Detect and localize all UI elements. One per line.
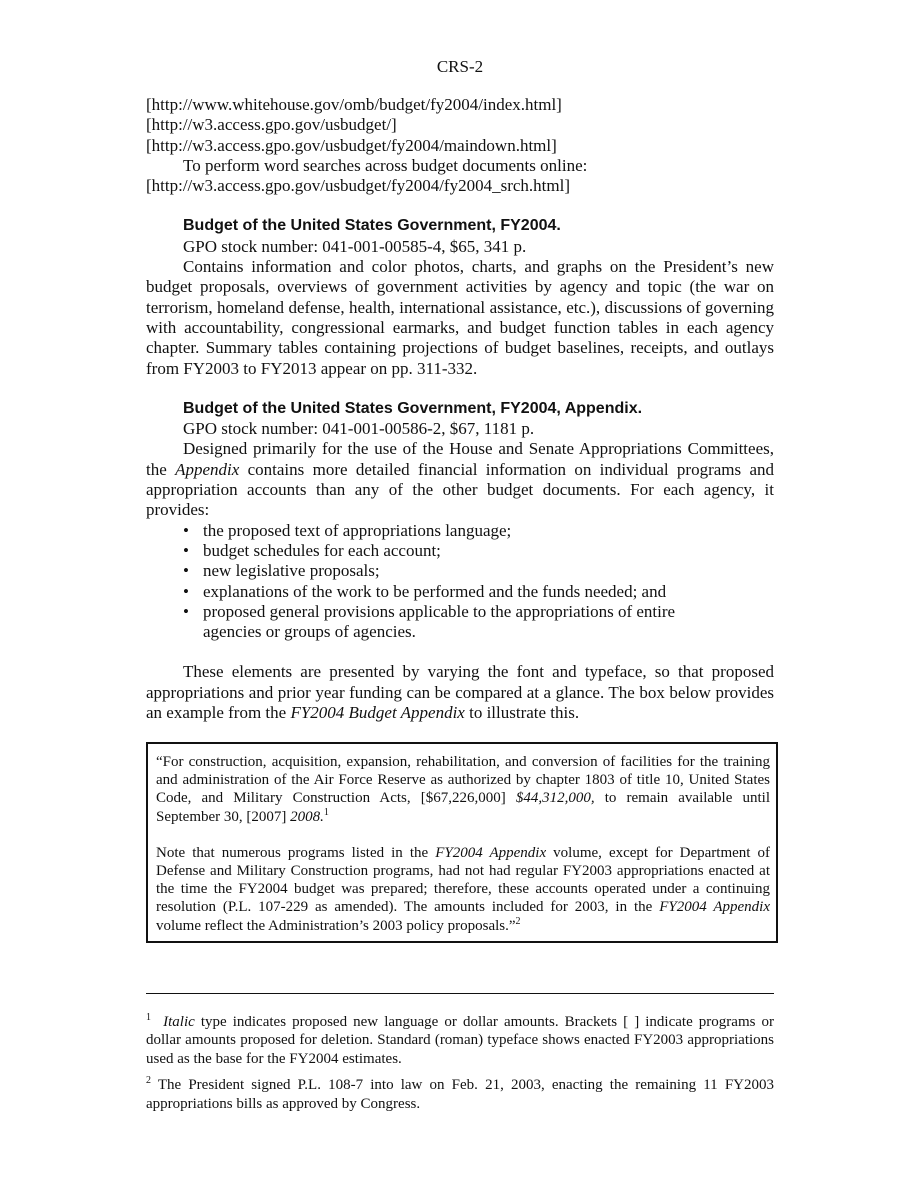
footnote-1 [146, 1013, 774, 1068]
link-gpo-usbudget[interactable]: [http://w3.access.gpo.gov/usbudget/] [146, 115, 397, 135]
description-appendix-part2: contains more detailed financial information on individual programs and appropriation accounts than any of the other budget documents. For each agency, it provides: [146, 459, 774, 520]
search-intro-text: To perform word searches across budget documents online: [183, 155, 588, 175]
list-item: • the proposed text of appropriations language; [183, 521, 723, 541]
quote-part2: to remain available until September 30, [2007] [156, 790, 771, 825]
section-title-budget: Budget of the United States Government, FY2004. [183, 217, 561, 235]
appendix-italic: Appendix [175, 459, 240, 479]
stock-number-appendix: GPO stock number: 041-001-00586-2, $67, 1181 p. [183, 419, 535, 439]
closing-paragraph-text [146, 662, 774, 723]
description-budget-text: Contains information and color photos, charts, and graphs on the President’s new budget proposals, overviews of government activities by agency and topic (the war on terrorism, homeland defense, health, international assistance, etc.), discussions of governing with accountability, congressional earmarks, and budget function tables in each agency chapter. Summary tables containing projections of budget baselines, receipts, and outlays from FY2003 to FY2013 appear on pp. 311-332. [146, 257, 774, 378]
closing-part1: These elements are presented by varying the font and typeface, so that proposed appropriations and prior year funding can be compared at a glance. The box below provides an example from the [146, 662, 774, 723]
footnote-1-text: type indicates proposed new language or dollar amounts. Brackets [ ] indicate programs or dollar amounts proposed for deletion. Standard (roman) typeface shows enacted FY2003 appropriations used as the base for the FY2004 estimates. [146, 1014, 775, 1067]
note-part1: Note that numerous programs listed in the [156, 844, 436, 861]
note-part3: volume reflect the Administration’s 2003 policy proposals.” [156, 917, 516, 934]
closing-part2: to illustrate this. [464, 703, 580, 723]
footnote-number: 1 [146, 1012, 151, 1023]
appendix-provisions-list [146, 521, 774, 643]
description-appendix-part1: Designed primarily for the use of the House and Senate Appropriations Committees, the [146, 439, 774, 479]
description-budget [146, 257, 774, 379]
list-item: • budget schedules for each account; [183, 541, 723, 561]
footnote-2-text: The President signed P.L. 108-7 into law on Feb. 21, 2003, enacting the remaining 11 FY2003 appropriations bills as approved by Congress. [146, 1077, 774, 1112]
example-quote [156, 753, 770, 826]
stock-number-budget: GPO stock number: 041-001-00585-4, $65, 341 p. [183, 236, 527, 256]
link-gpo-search[interactable]: [http://w3.access.gpo.gov/usbudget/fy2004/fy2004_srch.html] [146, 176, 570, 196]
note-part2: volume, except for Department of Defense and Military Construction programs, had not had regular FY2003 appropriations enacted at the time the FY2004 budget was prepared; therefore, these accounts operated under a continuing resolution (P.L. 107-229 as amended). The amounts included for 2003, in the [156, 844, 770, 916]
example-note [156, 844, 770, 935]
main-body [146, 95, 774, 723]
quote-amount: $44,312,000, [515, 790, 595, 807]
footnote-ref-1[interactable]: 1 [323, 806, 329, 818]
footnote-1-italic: Italic [163, 1014, 195, 1030]
link-whitehouse[interactable]: [http://www.whitehouse.gov/omb/budget/fy2004/index.html] [146, 95, 562, 114]
description-appendix-text [146, 439, 774, 520]
quote-year: 2008. [290, 808, 324, 825]
list-item: • proposed general provisions applicable to the appropriations of entire agencies or groups of agencies. [183, 602, 723, 643]
page-number-header: CRS-2 [436, 57, 484, 76]
note-italic-1: FY2004 Appendix [435, 844, 547, 861]
link-gpo-maindown[interactable]: [http://w3.access.gpo.gov/usbudget/fy2004/maindown.html] [146, 135, 557, 155]
footnote-2 [146, 1076, 774, 1113]
closing-paragraph [146, 662, 774, 723]
footnote-ref-2[interactable]: 2 [515, 915, 521, 927]
description-appendix [146, 439, 774, 520]
quote-part1: “For construction, acquisition, expansion, rehabilitation, and conversion of facilities for the training and administration of the Air Force Reserve as authorized by chapter 1803 of title 10, United States Code, and Military Construction Acts, [$67,226,000] [156, 754, 770, 807]
footnotes-section [146, 1013, 774, 1113]
list-item: • new legislative proposals; [183, 561, 723, 581]
list-item: • explanations of the work to be performed and the funds needed; and [183, 582, 723, 602]
note-italic-2: FY2004 Appendix [659, 899, 770, 916]
closing-italic: FY2004 Budget Appendix [290, 703, 465, 723]
section-title-appendix: Budget of the United States Government, FY2004, Appendix. [183, 399, 643, 417]
example-box [146, 742, 778, 943]
footnote-divider [146, 993, 774, 994]
footnote-number: 2 [146, 1075, 151, 1087]
